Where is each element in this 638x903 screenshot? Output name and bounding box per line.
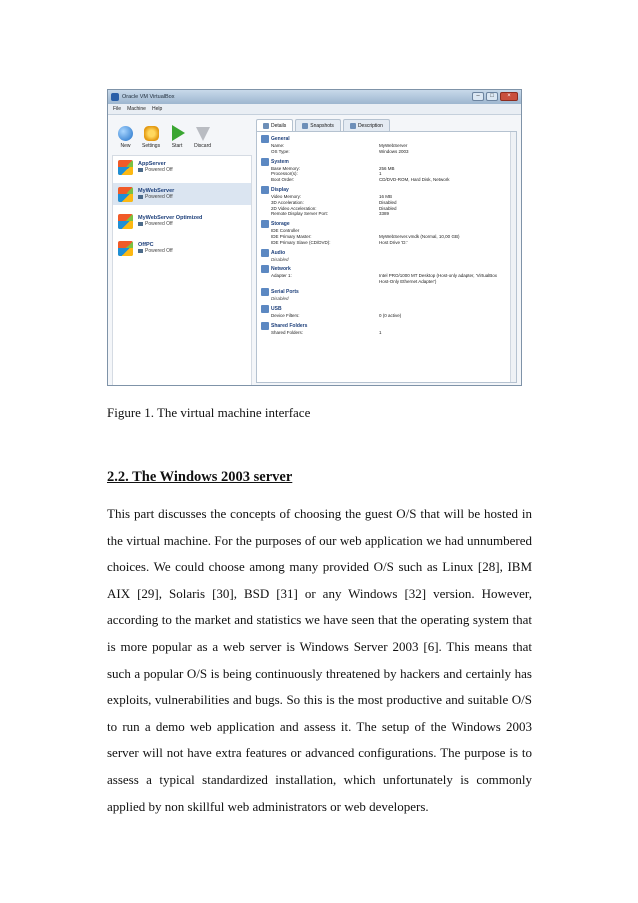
detail-row bbox=[261, 240, 512, 246]
window-titlebar bbox=[108, 90, 521, 104]
menu-machine[interactable]: Machine bbox=[127, 106, 146, 112]
figure-caption: Figure 1. The virtual machine interface bbox=[107, 405, 311, 420]
windows-os-icon bbox=[118, 214, 133, 229]
discard-button[interactable] bbox=[194, 127, 211, 149]
detail-value: Intel PRO/1000 MT Desktop (Host-only adapter, 'VirtualBox bbox=[379, 273, 497, 279]
details-section-shared-folders bbox=[261, 322, 512, 336]
detail-value: Disabled bbox=[379, 205, 397, 211]
detail-value: 256 MB bbox=[379, 165, 395, 171]
section-title: Network bbox=[271, 266, 291, 273]
detail-value: 16 MB bbox=[379, 193, 393, 199]
new-icon bbox=[118, 126, 133, 141]
usb-icon bbox=[261, 305, 269, 313]
camera-icon bbox=[302, 123, 308, 129]
section-header[interactable] bbox=[261, 186, 512, 194]
section-title: Audio bbox=[271, 249, 286, 256]
window-client bbox=[108, 115, 521, 385]
detail-value: 0 (0 active) bbox=[379, 312, 402, 318]
tab-label: Snapshots bbox=[310, 122, 334, 129]
gear-icon bbox=[144, 126, 159, 141]
shared-folders-icon bbox=[261, 322, 269, 330]
powered-off-icon bbox=[138, 249, 143, 253]
vm-state bbox=[138, 248, 173, 254]
section-header[interactable] bbox=[261, 158, 512, 166]
vm-name: OffPC bbox=[138, 242, 154, 248]
tab-label: Description bbox=[357, 122, 383, 129]
vm-list-item-appserver[interactable] bbox=[113, 156, 251, 178]
discard-label: Discard bbox=[194, 143, 212, 149]
section-header[interactable] bbox=[261, 288, 512, 296]
detail-row bbox=[261, 279, 512, 285]
detail-tabs bbox=[256, 119, 517, 131]
settings-button[interactable] bbox=[142, 126, 160, 149]
maximize-icon[interactable]: □ bbox=[486, 92, 498, 101]
detail-key: 3D Acceleration: bbox=[271, 199, 304, 205]
detail-value bbox=[379, 296, 512, 302]
vm-state bbox=[138, 194, 174, 200]
virtualbox-screenshot bbox=[107, 89, 522, 386]
detail-row bbox=[261, 313, 512, 319]
audio-icon bbox=[261, 249, 269, 257]
vm-list-item-mywebserver[interactable] bbox=[113, 183, 251, 205]
detail-key: Video Memory: bbox=[271, 193, 302, 199]
vm-state bbox=[138, 167, 173, 173]
powered-off-icon bbox=[138, 195, 143, 199]
virtualbox-logo-icon bbox=[111, 93, 119, 101]
detail-key: Boot Order: bbox=[271, 177, 295, 183]
detail-key: Adapter 1: bbox=[271, 273, 292, 279]
detail-key: Shared Folders: bbox=[271, 329, 304, 335]
window-controls bbox=[472, 92, 518, 101]
menu-bar bbox=[108, 104, 521, 115]
settings-label: Settings bbox=[142, 143, 161, 149]
detail-value: Host Drive 'D:' bbox=[379, 239, 408, 245]
detail-value: 1 bbox=[379, 171, 382, 177]
details-section-general bbox=[261, 135, 512, 155]
detail-key: Base Memory: bbox=[271, 165, 301, 171]
detail-value: MyWebServer bbox=[379, 143, 408, 148]
storage-icon bbox=[261, 220, 269, 228]
details-section-network bbox=[261, 265, 512, 285]
right-pane bbox=[256, 115, 517, 385]
section-title: System bbox=[271, 158, 289, 165]
detail-key: IDE Primary Master: bbox=[271, 233, 312, 239]
tab-description[interactable] bbox=[343, 119, 390, 131]
detail-key: Disabled bbox=[271, 256, 289, 262]
detail-value bbox=[379, 257, 512, 263]
details-section-system bbox=[261, 158, 512, 183]
tab-snapshots[interactable] bbox=[295, 119, 341, 131]
details-scrollbar[interactable] bbox=[510, 132, 516, 382]
section-title: Display bbox=[271, 186, 289, 193]
vm-name: AppServer bbox=[138, 161, 166, 167]
details-panel bbox=[256, 131, 517, 383]
section-header[interactable] bbox=[261, 135, 512, 143]
new-button[interactable] bbox=[118, 126, 133, 149]
vm-state-text: Powered Off bbox=[145, 221, 173, 227]
details-section-usb bbox=[261, 305, 512, 319]
section-header[interactable] bbox=[261, 305, 512, 313]
section-header[interactable] bbox=[261, 249, 512, 257]
detail-value: Host-Only Ethernet Adapter') bbox=[379, 279, 437, 285]
detail-value: 3389 bbox=[379, 211, 390, 217]
window-title: Oracle VM VirtualBox bbox=[122, 94, 175, 100]
details-section-serial-ports bbox=[261, 288, 512, 302]
section-title: Storage bbox=[271, 221, 290, 228]
system-icon bbox=[261, 158, 269, 166]
detail-value: Disabled bbox=[379, 199, 397, 205]
general-icon bbox=[261, 135, 269, 143]
windows-os-icon bbox=[118, 241, 133, 256]
display-icon bbox=[261, 186, 269, 194]
details-section-audio bbox=[261, 249, 512, 263]
windows-os-icon bbox=[118, 187, 133, 202]
detail-value: MyWebServer.vmdk (Normal, 10,00 GB) bbox=[379, 233, 460, 239]
section-header[interactable] bbox=[261, 265, 512, 273]
vm-state-text: Powered Off bbox=[145, 167, 173, 173]
vm-state-text: Powered Off bbox=[145, 248, 173, 254]
toolbar bbox=[112, 115, 252, 149]
powered-off-icon bbox=[138, 222, 143, 226]
detail-value: CD/DVD-ROM, Hard Disk, Network bbox=[379, 177, 450, 183]
details-icon bbox=[263, 123, 269, 129]
detail-row bbox=[261, 177, 512, 183]
start-label: Start bbox=[171, 143, 183, 149]
body-paragraph: This part discusses the concepts of choosing the guest O/S that will be hosted in the virtual machine. For the purposes of our web application we had unnumbered choices. We could choose among many provided O/S such as Linux [28], IBM AIX [29], Solaris [30], BSD [31] or any Windows [32] version. However, according to the market and statistics we have seen that the operating system that is more popular as a web server is Windows Server 2003 [6]. This means that such a popular O/S is being continuously threatened by hackers and certainly has exploits, vulnerabilities and bugs. So this is the most productive and suitable O/S to run a demo web application and assess it. The setup of the Windows 2003 server will not have extra features or advanced configurations. The purpose is to assess a typical standardized installation, which unfortunately is commonly applied by non skillful web administrators or web developers. bbox=[107, 506, 532, 814]
detail-row bbox=[261, 330, 512, 336]
minimize-icon[interactable]: – bbox=[472, 92, 484, 101]
section-title: Serial Ports bbox=[271, 288, 299, 295]
section-title: Shared Folders bbox=[271, 322, 308, 329]
vm-state-text: Powered Off bbox=[145, 194, 173, 200]
detail-value: 1 bbox=[379, 329, 382, 335]
section-header[interactable] bbox=[261, 220, 512, 228]
vm-name: MyWebServer bbox=[138, 188, 175, 194]
detail-key: IDE Controller bbox=[271, 228, 300, 234]
description-icon bbox=[350, 123, 356, 129]
detail-key bbox=[271, 279, 379, 285]
powered-off-icon bbox=[138, 168, 143, 172]
details-section-storage bbox=[261, 220, 512, 245]
detail-row bbox=[261, 211, 512, 217]
start-button[interactable] bbox=[169, 125, 185, 149]
start-arrow-icon bbox=[172, 125, 185, 141]
detail-row bbox=[261, 149, 512, 155]
tab-details[interactable] bbox=[256, 119, 293, 131]
detail-row bbox=[261, 257, 512, 263]
close-icon[interactable]: × bbox=[500, 92, 518, 101]
detail-key: 2D Video Acceleration: bbox=[271, 205, 317, 211]
section-heading: 2.2. The Windows 2003 server bbox=[107, 469, 293, 485]
detail-key: OS Type: bbox=[271, 148, 290, 154]
menu-file[interactable]: File bbox=[113, 106, 122, 112]
new-label: New bbox=[120, 143, 131, 149]
tab-label: Details bbox=[271, 122, 287, 129]
detail-value: Windows 2003 bbox=[379, 148, 409, 154]
serial-ports-icon bbox=[261, 288, 269, 296]
vm-list bbox=[112, 155, 252, 386]
detail-key: Disabled bbox=[271, 295, 289, 301]
vm-state bbox=[138, 221, 202, 227]
details-section-display bbox=[261, 186, 512, 217]
detail-key: IDE Primary Slave (CD/DVD): bbox=[271, 239, 331, 245]
section-title: USB bbox=[271, 305, 282, 312]
detail-key: Device Filters: bbox=[271, 312, 300, 318]
section-header[interactable] bbox=[261, 322, 512, 330]
vm-name: MyWebServer Optimized bbox=[138, 215, 203, 221]
detail-row bbox=[261, 296, 512, 302]
detail-key: Processor(s): bbox=[271, 171, 298, 177]
network-icon bbox=[261, 265, 269, 273]
discard-arrow-icon bbox=[196, 127, 210, 141]
detail-key: Remote Display Server Port: bbox=[271, 211, 329, 217]
vm-list-item-mywebserver-optimized[interactable] bbox=[113, 210, 251, 232]
windows-os-icon bbox=[118, 160, 133, 175]
left-pane bbox=[112, 115, 252, 385]
detail-key: Name: bbox=[271, 143, 285, 148]
menu-help[interactable]: Help bbox=[151, 106, 163, 112]
section-title: General bbox=[271, 136, 290, 142]
vm-list-item-offpc[interactable] bbox=[113, 237, 251, 259]
